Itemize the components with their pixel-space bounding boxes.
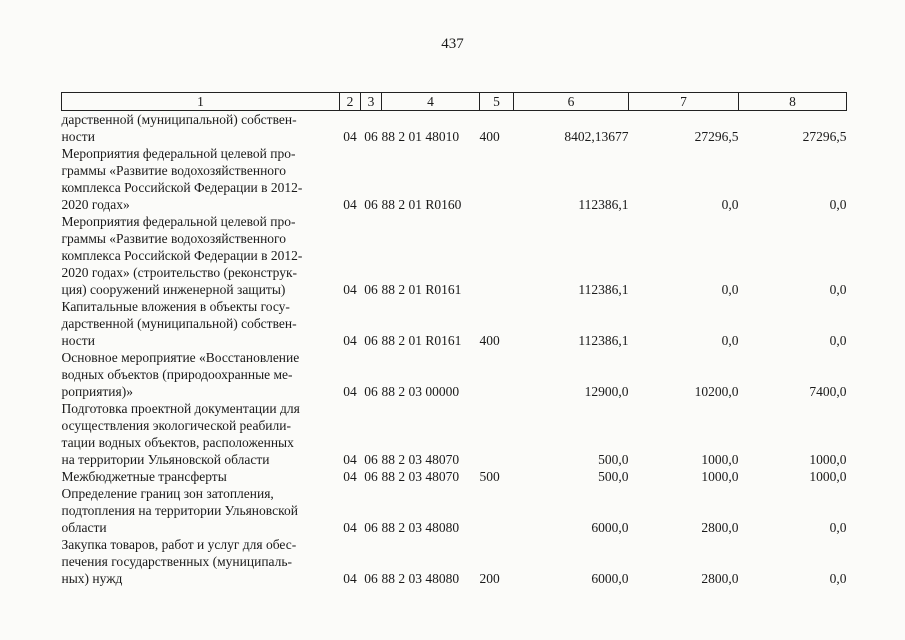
- description-line: Мероприятия федеральной целевой про-: [61, 146, 296, 161]
- expense-type-code: 400: [479, 333, 500, 348]
- amount-year-1: 500,0: [598, 452, 629, 467]
- description-line: ности: [61, 129, 95, 144]
- section-code: 04: [343, 129, 357, 144]
- table-body: [62, 111, 847, 588]
- amount-year-3: 0,0: [829, 282, 847, 297]
- amount-year-2: 1000,0: [701, 452, 739, 467]
- section-code: 04: [343, 452, 357, 467]
- description-line: граммы «Развитие водохозяйственного: [61, 231, 286, 246]
- section-code: 04: [343, 571, 357, 586]
- subsection-code: 06: [364, 333, 378, 348]
- column-number-header: [62, 93, 847, 111]
- amount-year-1: 112386,1: [578, 282, 629, 297]
- description-line: Подготовка проектной документации для: [61, 401, 300, 416]
- expense-type-code: [480, 349, 514, 400]
- description-line: печения государственных (муниципаль-: [61, 554, 293, 569]
- table-row: [62, 400, 847, 468]
- description-line: ных) нужд: [61, 571, 123, 586]
- table-row: [62, 298, 847, 349]
- page-number: 437: [441, 36, 464, 52]
- expense-type-code: [480, 400, 514, 468]
- target-item-code: 88 2 03 48080: [381, 571, 460, 586]
- table-row: [62, 213, 847, 298]
- column-header: 6: [514, 93, 629, 111]
- description-line: 2020 годах»: [61, 197, 130, 212]
- amount-year-2: 2800,0: [701, 571, 739, 586]
- column-header: 1: [62, 93, 340, 111]
- target-item-code: 88 2 01 R0160: [381, 197, 462, 212]
- amount-year-3: 0,0: [829, 333, 847, 348]
- description-line: Определение границ зон затопления,: [61, 486, 274, 501]
- description-line: дарственной (муниципальной) собствен-: [61, 316, 297, 331]
- amount-year-2: 0,0: [721, 282, 739, 297]
- table-row: [62, 468, 847, 485]
- amount-year-3: 27296,5: [802, 129, 847, 144]
- description-line: Основное мероприятие «Восстановление: [61, 350, 300, 365]
- amount-year-2: 27296,5: [694, 129, 739, 144]
- description-line: 2020 годах» (строительство (реконструк-: [61, 265, 298, 280]
- budget-table: [61, 92, 847, 587]
- table-row: [62, 536, 847, 587]
- table-row: [62, 485, 847, 536]
- subsection-code: 06: [364, 452, 378, 467]
- column-header: 8: [739, 93, 847, 111]
- amount-year-1: 6000,0: [591, 520, 629, 535]
- description-line: ция) сооружений инженерной защиты): [61, 282, 286, 297]
- row-description: [62, 349, 340, 400]
- target-item-code: 88 2 01 48010: [381, 129, 460, 144]
- expense-type-code: [480, 485, 514, 536]
- subsection-code: 06: [364, 520, 378, 535]
- amount-year-2: 0,0: [721, 333, 739, 348]
- column-header: 4: [382, 93, 480, 111]
- description-line: области: [61, 520, 107, 535]
- amount-year-2: 1000,0: [701, 469, 739, 484]
- target-item-code: 88 2 01 R0161: [381, 333, 462, 348]
- expense-type-code: 200: [479, 571, 500, 586]
- section-code: 04: [343, 197, 357, 212]
- subsection-code: 06: [364, 282, 378, 297]
- description-line: роприятия)»: [61, 384, 133, 399]
- amount-year-3: 0,0: [829, 197, 847, 212]
- amount-year-1: 112386,1: [578, 197, 629, 212]
- amount-year-1: 8402,13677: [564, 129, 629, 144]
- expense-type-code: 500: [479, 469, 500, 484]
- description-line: ности: [61, 333, 95, 348]
- section-code: 04: [343, 469, 357, 484]
- subsection-code: 06: [364, 571, 378, 586]
- amount-year-1: 112386,1: [578, 333, 629, 348]
- section-code: 04: [343, 282, 357, 297]
- section-code: 04: [343, 333, 357, 348]
- section-code: 04: [343, 384, 357, 399]
- expense-type-code: 400: [479, 129, 500, 144]
- row-description: [62, 400, 340, 468]
- table-row: [62, 145, 847, 213]
- amount-year-3: 7400,0: [809, 384, 847, 399]
- amount-year-2: 2800,0: [701, 520, 739, 535]
- amount-year-1: 12900,0: [584, 384, 629, 399]
- column-header: 3: [361, 93, 382, 111]
- row-description: [62, 111, 340, 146]
- amount-year-2: 0,0: [721, 197, 739, 212]
- expense-type-code: [480, 213, 514, 298]
- amount-year-3: 0,0: [829, 571, 847, 586]
- description-line: граммы «Развитие водохозяйственного: [61, 163, 286, 178]
- amount-year-3: 1000,0: [809, 469, 847, 484]
- target-item-code: 88 2 01 R0161: [381, 282, 462, 297]
- description-line: подтопления на территории Ульяновской: [61, 503, 298, 518]
- subsection-code: 06: [364, 469, 378, 484]
- row-description: [62, 468, 340, 485]
- row-description: [62, 145, 340, 213]
- table-row: [62, 349, 847, 400]
- column-header: 2: [340, 93, 361, 111]
- amount-year-3: 1000,0: [809, 452, 847, 467]
- row-description: [62, 485, 340, 536]
- row-description: [62, 298, 340, 349]
- description-line: на территории Ульяновской области: [61, 452, 270, 467]
- section-code: 04: [343, 520, 357, 535]
- description-line: комплекса Российской Федерации в 2012-: [61, 248, 303, 263]
- description-line: Закупка товаров, работ и услуг для обес-: [61, 537, 297, 552]
- amount-year-1: 500,0: [598, 469, 629, 484]
- table-row: [62, 111, 847, 146]
- subsection-code: 06: [364, 129, 378, 144]
- description-line: тации водных объектов, расположенных: [61, 435, 294, 450]
- target-item-code: 88 2 03 00000: [381, 384, 460, 399]
- row-description: [62, 536, 340, 587]
- description-line: Мероприятия федеральной целевой про-: [61, 214, 296, 229]
- subsection-code: 06: [364, 197, 378, 212]
- description-line: осуществления экологической реабили-: [61, 418, 291, 433]
- column-header: 5: [480, 93, 514, 111]
- amount-year-2: 10200,0: [694, 384, 739, 399]
- description-line: Капитальные вложения в объекты госу-: [61, 299, 290, 314]
- description-line: комплекса Российской Федерации в 2012-: [61, 180, 303, 195]
- amount-year-1: 6000,0: [591, 571, 629, 586]
- description-line: Межбюджетные трансферты: [61, 469, 227, 484]
- description-line: водных объектов (природоохранные ме-: [61, 367, 293, 382]
- description-line: дарственной (муниципальной) собствен-: [61, 112, 297, 127]
- column-header: 7: [629, 93, 739, 111]
- target-item-code: 88 2 03 48070: [381, 469, 460, 484]
- target-item-code: 88 2 03 48070: [381, 452, 460, 467]
- amount-year-3: 0,0: [829, 520, 847, 535]
- row-description: [62, 213, 340, 298]
- expense-type-code: [480, 145, 514, 213]
- target-item-code: 88 2 03 48080: [381, 520, 460, 535]
- subsection-code: 06: [364, 384, 378, 399]
